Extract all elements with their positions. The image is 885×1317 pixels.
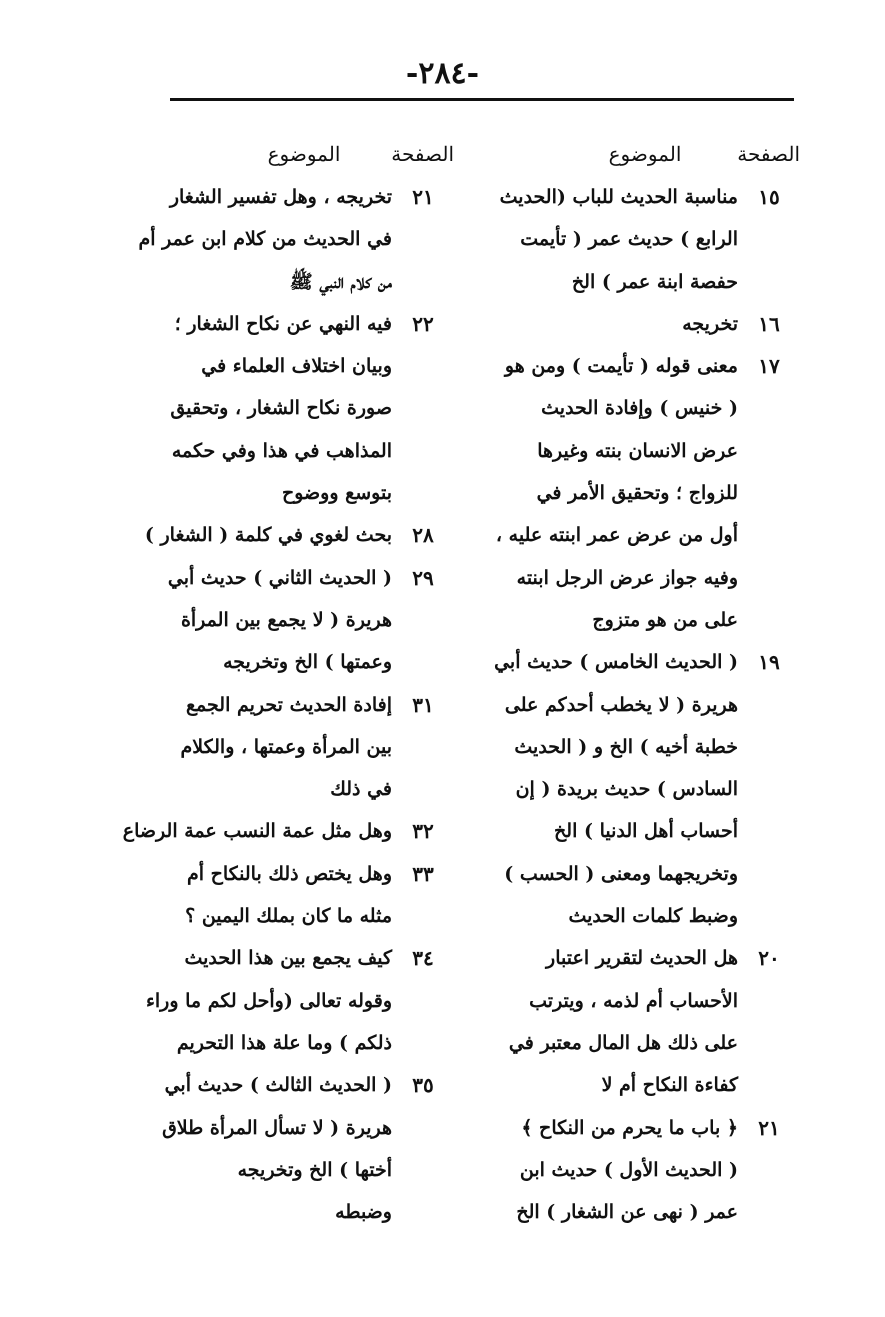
index-entry — [132, 1064, 454, 1233]
entry-topic-line: هريرة ( لا يجمع بين المرأة — [180, 608, 392, 631]
entry-topic-line: هريرة ( لا يخطب أحدكم على — [504, 693, 738, 716]
index-entry — [132, 303, 454, 514]
entry-topic-line: هل الحديث لتقرير اعتبار — [546, 947, 738, 970]
entry-topic-line: الأحساب أم لذمه ، ويترتب — [529, 989, 738, 1012]
index-column-right — [468, 132, 800, 1233]
entry-topic — [468, 303, 738, 345]
index-entry — [468, 641, 800, 937]
index-entry — [468, 176, 800, 303]
entry-topic — [468, 345, 738, 641]
entry-topic-line: أختها ) الخ وتخريجه — [237, 1158, 392, 1181]
entry-topic — [132, 176, 392, 303]
entry-topic-line: عرض الانسان بنته وغيرها — [537, 439, 738, 462]
index-entry — [468, 1107, 800, 1234]
column-header — [468, 132, 800, 176]
entry-topic-line: للزواج ؛ وتحقيق الأمر في — [536, 482, 738, 505]
entry-page-number: ٣١ — [412, 692, 434, 717]
entry-topic-line: ﴿ باب ما يحرم من النكاح ﴾ — [521, 1116, 738, 1139]
entry-topic-line: وتخريجهما ومعنى ( الحسب ) — [504, 862, 738, 885]
entry-topic-line: وقوله تعالى (وأحل لكم ما وراء — [145, 989, 392, 1012]
entry-topic — [132, 557, 392, 684]
entries — [122, 176, 454, 1233]
entry-topic-line: من كلام النبي ﷺ — [289, 270, 392, 293]
entry-topic-line: أول من عرض عمر ابنته عليه ، — [495, 524, 738, 547]
entry-topic-line: وضبط كلمات الحديث — [568, 905, 738, 928]
entry-page-number: ٣٤ — [412, 946, 434, 971]
entry-topic-line: معنى قوله ( تأيمت ) ومن هو — [504, 355, 738, 378]
entry-topic-line: على من هو متزوج — [592, 608, 738, 631]
entry-topic — [132, 1064, 392, 1233]
entry-topic — [132, 853, 392, 938]
index-entry — [468, 345, 800, 641]
entry-topic-line: بين المرأة وعمتها ، والكلام — [180, 735, 392, 758]
entry-topic-line: وفيه جواز عرض الرجل ابنته — [516, 566, 738, 589]
entry-page-number: ٣٢ — [412, 819, 434, 844]
entry-topic-line: عمر ( نهى عن الشغار ) الخ — [516, 1201, 738, 1224]
entry-topic-line: وهل مثل عمة النسب عمة الرضاع — [122, 820, 392, 843]
entry-topic-line: أحساب أهل الدنيا ) الخ — [554, 820, 738, 843]
column-header — [132, 132, 454, 176]
entry-topic-line: بحث لغوي في كلمة ( الشغار ) — [144, 524, 392, 547]
entry-topic — [468, 1107, 738, 1234]
entry-topic-line: مناسبة الحديث للباب (الحديث — [499, 186, 738, 208]
entries — [468, 176, 800, 1233]
entry-page-number: ٢٨ — [412, 523, 434, 548]
entry-page-number: ٢٢ — [412, 311, 434, 336]
entry-topic-line: ( الحديث الثاني ) حديث أبي — [167, 566, 392, 589]
entry-topic — [468, 641, 738, 937]
entry-topic-line: السادس ) حديث بريدة ( إن — [515, 778, 738, 801]
entry-topic-line: على ذلك هل المال معتبر في — [508, 1031, 738, 1054]
index-entry — [122, 810, 454, 852]
index-column-left — [122, 132, 454, 1233]
entry-topic-line: المذاهب في هذا وفي حكمه — [171, 439, 392, 462]
header-page-label: الصفحة — [391, 142, 454, 166]
entry-topic-line: بتوسع ووضوح — [281, 482, 392, 505]
entry-topic — [468, 176, 738, 303]
entry-page-number: ٣٣ — [412, 861, 434, 886]
entry-topic-line: كفاءة النكاح أم لا — [601, 1074, 738, 1097]
entry-topic-line: ( الحديث الأول ) حديث ابن — [519, 1158, 738, 1181]
index-entry — [132, 176, 454, 303]
entry-topic-line: فيه النهي عن نكاح الشغار ؛ — [174, 312, 392, 335]
entry-topic — [132, 303, 392, 514]
entry-topic — [123, 810, 392, 852]
entry-topic-line: وهل يختص ذلك بالنكاح أم — [186, 862, 392, 885]
entry-topic-line: وضبطه — [335, 1201, 392, 1224]
index-entry — [132, 557, 454, 684]
entry-page-number: ٢٠ — [758, 946, 780, 971]
entry-page-number: ٢٩ — [412, 565, 434, 590]
index-entry — [468, 937, 800, 1106]
index-entry — [132, 937, 454, 1064]
entry-page-number: ٣٥ — [412, 1073, 434, 1098]
entry-topic-line: ذلكم ) وما علة هذا التحريم — [176, 1031, 392, 1054]
entry-topic-line: إفادة الحديث تحريم الجمع — [185, 693, 392, 716]
entry-topic-line: الرابع ) حديث عمر ( تأيمت — [520, 228, 738, 251]
entry-topic — [132, 684, 392, 811]
entry-topic-line: ( الحديث الخامس ) حديث أبي — [494, 651, 738, 674]
entry-page-number: ٢١ — [758, 1115, 780, 1140]
header-rule — [170, 98, 794, 101]
entry-topic-line: وبيان اختلاف العلماء في — [201, 355, 392, 378]
entry-topic-line: تخريجه — [682, 312, 738, 335]
entry-topic-line: في الحديث من كلام ابن عمر أم — [138, 228, 392, 251]
index-entry — [132, 684, 454, 811]
header-page-label: الصفحة — [737, 142, 800, 166]
entry-topic-line: في ذلك — [330, 778, 392, 801]
entry-page-number: ١٧ — [758, 354, 780, 379]
entry-topic-line: صورة نكاح الشغار ، وتحقيق — [170, 397, 392, 420]
entry-topic-line: وعمتها ) الخ وتخريجه — [223, 651, 392, 674]
entry-page-number: ١٥ — [758, 185, 780, 209]
index-entry — [132, 853, 454, 938]
header-topic-label: الموضوع — [267, 142, 341, 166]
entry-topic — [132, 514, 392, 556]
entry-page-number: ١٦ — [758, 311, 780, 336]
header-topic-label: الموضوع — [608, 142, 682, 166]
entry-topic-line: ( الحديث الثالث ) حديث أبي — [164, 1074, 392, 1097]
entry-topic — [468, 937, 738, 1106]
entry-page-number: ١٩ — [758, 650, 780, 675]
entry-topic-line: خطبة أخيه ) الخ و ( الحديث — [514, 735, 738, 758]
entry-topic-line: تخريجه ، وهل تفسير الشغار — [169, 186, 392, 208]
index-entry — [132, 514, 454, 556]
entry-topic-line: كيف يجمع بين هذا الحديث — [184, 947, 392, 970]
entry-topic-line: هريرة ( لا تسأل المرأة طلاق — [162, 1116, 392, 1139]
index-entry — [468, 303, 800, 345]
entry-topic — [132, 937, 392, 1064]
entry-topic-line: حفصة ابنة عمر ) الخ — [571, 270, 738, 293]
page-number: -٢٨٤- — [405, 56, 480, 91]
entry-page-number: ٢١ — [412, 185, 434, 209]
entry-topic-line: ( خنيس ) وإفادة الحديث — [541, 397, 738, 420]
entry-topic-line: مثله ما كان بملك اليمين ؟ — [185, 905, 392, 928]
